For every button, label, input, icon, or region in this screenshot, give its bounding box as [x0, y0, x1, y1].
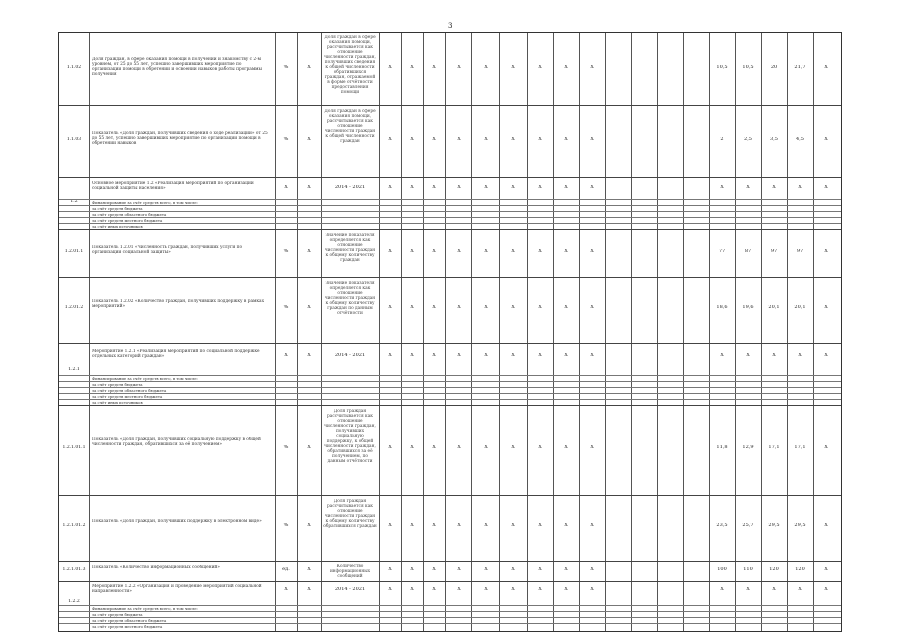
row-x: X	[590, 445, 594, 450]
row-code: 1.2.1.01.1	[62, 445, 86, 450]
row-value: 4,5	[796, 137, 804, 142]
row-x: X	[388, 567, 392, 572]
row-code: 1.2.1	[68, 367, 80, 372]
row-value: 23,5	[716, 523, 728, 528]
row-code: 1.2.2	[68, 599, 80, 604]
row-x: X	[388, 65, 392, 70]
row-x: X	[538, 567, 542, 572]
row-x: X	[457, 445, 461, 450]
row-value: 10,5	[742, 65, 754, 70]
row-description: Показатель «Доля граждан, получивших сведения о ходе реализации» от 25 до 55 лет, успешно завершивших мероприятие по организации помощи в обретении навыков	[92, 131, 268, 146]
row-x: X	[590, 567, 594, 572]
row-value: X	[798, 353, 802, 358]
funding-line: Финансирование за счёт средств всего, в том числе:	[92, 200, 198, 205]
row-mark: X	[307, 445, 311, 450]
funding-line: Финансирование за счёт средств всего, в том числе:	[92, 376, 198, 381]
row-value: 17,1	[768, 445, 780, 450]
row-x: X	[457, 65, 461, 70]
row-code: 1.1.03	[66, 137, 82, 142]
table-row	[59, 343, 841, 406]
row-x: X	[590, 587, 594, 592]
row-x: X	[388, 305, 392, 310]
row-x: X	[538, 137, 542, 142]
row-value: 21,7	[794, 65, 806, 70]
row-value: X	[720, 587, 724, 592]
row-mark: X	[307, 137, 311, 142]
row-x: X	[457, 249, 461, 254]
funding-line: за счёт средств местного бюджета	[92, 394, 163, 399]
row-value: 17,1	[794, 445, 806, 450]
table-row	[59, 561, 841, 582]
row-x: X	[457, 185, 461, 190]
row-code: 1.2	[70, 199, 78, 204]
row-x: X	[484, 445, 488, 450]
row-x: X	[538, 65, 542, 70]
row-mark: X	[307, 65, 311, 70]
row-x: X	[432, 445, 436, 450]
row-x: X	[388, 445, 392, 450]
row-x: X	[457, 305, 461, 310]
row-unit: X	[284, 353, 288, 358]
row-unit: %	[283, 305, 289, 310]
row-mark: X	[307, 353, 311, 358]
row-x: X	[432, 353, 436, 358]
row-value: 11,8	[716, 445, 728, 450]
row-value: 100	[717, 567, 727, 572]
row-x: X	[538, 185, 542, 190]
funding-line: за счёт средств местного бюджета	[92, 218, 163, 223]
row-value: 12,9	[742, 445, 754, 450]
row-value: 20,1	[794, 305, 806, 310]
row-years: 2014 - 2021	[334, 185, 366, 190]
row-x: X	[590, 523, 594, 528]
row-value: X	[746, 353, 750, 358]
row-x: X	[564, 249, 568, 254]
row-x: X	[538, 523, 542, 528]
funding-line: за счёт средств местного бюджета	[92, 624, 163, 629]
row-x: X	[538, 249, 542, 254]
row-x: X	[457, 137, 461, 142]
row-x: X	[511, 65, 515, 70]
row-x: X	[484, 587, 488, 592]
row-x: X	[457, 587, 461, 592]
row-x: X	[511, 137, 515, 142]
funding-line: за счёт средств областного бюджета	[92, 212, 167, 217]
row-value: 20,1	[768, 305, 780, 310]
row-x: X	[538, 587, 542, 592]
row-x: X	[410, 185, 414, 190]
row-description: Показатель 1.2.02 «Количество граждан, получивших поддержку в рамках мероприятий»	[92, 299, 265, 309]
row-note: Доля граждан в сфере оказания помощи, рассчитывается как отношение численности граждан, получивших сведения к общей численности обратившихся граждан, отражаемой в форме отчётности предоставления помощи	[324, 35, 376, 95]
row-x: X	[564, 523, 568, 528]
row-x: X	[484, 137, 488, 142]
row-value: X	[824, 445, 828, 450]
table-row	[59, 33, 841, 106]
row-unit: %	[283, 249, 289, 254]
row-years: 2014 - 2021	[334, 353, 366, 358]
row-x: X	[511, 587, 515, 592]
row-x: X	[388, 185, 392, 190]
row-value: X	[824, 137, 828, 142]
row-x: X	[564, 185, 568, 190]
row-x: X	[484, 305, 488, 310]
row-value: X	[824, 523, 828, 528]
funding-line: за счёт иных источников	[92, 224, 143, 229]
row-description: Доля граждан, в сфере оказания помощи в получении и знакомству с 2-м уровнем, от 25 до 55 лет, успешно завершивших мероприятие по организации помощи в обретении и освоении навыков работы программы получения	[92, 57, 262, 77]
row-x: X	[410, 137, 414, 142]
program-table	[58, 32, 842, 632]
row-x: X	[564, 353, 568, 358]
row-value: 3,5	[770, 137, 778, 142]
page-number: 3	[448, 22, 453, 30]
row-value: 20	[770, 65, 778, 70]
row-description: Основное мероприятие 1.2 «Реализация мероприятий по организации социальной защиты населения»	[92, 181, 254, 191]
row-mark: X	[307, 567, 311, 572]
row-x: X	[538, 445, 542, 450]
row-x: X	[410, 353, 414, 358]
row-value: X	[772, 587, 776, 592]
row-x: X	[511, 185, 515, 190]
table-row	[59, 277, 841, 344]
row-x: X	[511, 523, 515, 528]
table-row	[59, 105, 841, 178]
row-x: X	[590, 249, 594, 254]
funding-line: за счёт средств бюджета	[92, 612, 143, 617]
row-x: X	[432, 305, 436, 310]
row-x: X	[484, 65, 488, 70]
row-x: X	[484, 185, 488, 190]
funding-line: за счёт средств бюджета	[92, 206, 143, 211]
row-value: X	[824, 185, 828, 190]
row-x: X	[484, 523, 488, 528]
table-row	[59, 405, 841, 496]
funding-line: за счёт средств областного бюджета	[92, 388, 167, 393]
row-x: X	[564, 567, 568, 572]
row-value: 97	[796, 249, 804, 254]
row-x: X	[564, 305, 568, 310]
row-value: 2,5	[744, 137, 752, 142]
row-unit: %	[283, 445, 289, 450]
table-row	[59, 581, 841, 631]
row-value: 29,5	[768, 523, 780, 528]
row-x: X	[564, 445, 568, 450]
row-value: 120	[769, 567, 779, 572]
row-value: X	[772, 353, 776, 358]
row-x: X	[590, 185, 594, 190]
row-x: X	[432, 185, 436, 190]
table-row	[59, 177, 841, 230]
row-value: X	[824, 353, 828, 358]
row-description: Мероприятие 1.2.1 «Реализация мероприятий по социальной поддержке отдельных категорий граждан»	[92, 349, 260, 359]
row-unit: %	[283, 65, 289, 70]
row-x: X	[410, 445, 414, 450]
row-description: Показатель 1.2.01 «Численность граждан, получивших услуги по организации социальной защиты»	[92, 245, 243, 255]
row-unit: X	[284, 185, 288, 190]
row-x: X	[538, 305, 542, 310]
row-value: 29,5	[794, 523, 806, 528]
row-value: 2	[720, 137, 724, 142]
row-x: X	[564, 587, 568, 592]
row-x: X	[388, 137, 392, 142]
row-note: Значение показателя определяется как отношение численности граждан к общему количеству граждан по данным отчётности	[324, 281, 376, 316]
row-value: X	[824, 587, 828, 592]
row-description: Показатель «Количество информационных сообщений»	[92, 565, 220, 570]
row-x: X	[410, 587, 414, 592]
row-x: X	[590, 137, 594, 142]
row-value: X	[746, 587, 750, 592]
row-description: Показатель «Доля граждан, получивших поддержку в электронном виде»	[92, 519, 262, 524]
row-value: X	[746, 185, 750, 190]
funding-line: Финансирование за счёт средств всего, в том числе:	[92, 606, 198, 611]
row-value: X	[824, 249, 828, 254]
row-x: X	[457, 353, 461, 358]
row-value: 87	[744, 249, 752, 254]
row-x: X	[511, 445, 515, 450]
row-x: X	[511, 249, 515, 254]
table-row	[59, 495, 841, 562]
row-note: Доля граждан рассчитывается как отношение численности граждан, получивших социальную поддержку, к общей численности граждан, обратившихся за её получением, по данным отчётности	[324, 409, 376, 464]
row-x: X	[511, 353, 515, 358]
row-mark: X	[307, 587, 311, 592]
row-value: X	[824, 305, 828, 310]
row-x: X	[410, 523, 414, 528]
row-value: 97	[770, 249, 778, 254]
row-x: X	[388, 523, 392, 528]
funding-line: за счёт средств областного бюджета	[92, 618, 167, 623]
row-value: X	[772, 185, 776, 190]
table-row	[59, 229, 841, 278]
row-years: 2014 - 2021	[334, 587, 366, 592]
row-code: 1.1.02	[66, 65, 82, 70]
row-x: X	[432, 567, 436, 572]
row-value: 19,6	[742, 305, 754, 310]
row-unit: X	[284, 587, 288, 592]
row-mark: X	[307, 249, 311, 254]
row-x: X	[432, 587, 436, 592]
row-x: X	[484, 249, 488, 254]
row-value: X	[720, 353, 724, 358]
row-x: X	[511, 305, 515, 310]
row-mark: X	[307, 523, 311, 528]
row-unit: %	[283, 137, 289, 142]
row-x: X	[432, 523, 436, 528]
row-mark: X	[307, 185, 311, 190]
row-value: X	[824, 65, 828, 70]
row-value: X	[798, 587, 802, 592]
row-x: X	[388, 249, 392, 254]
row-x: X	[590, 65, 594, 70]
row-x: X	[388, 587, 392, 592]
row-x: X	[538, 353, 542, 358]
row-value: 10,5	[716, 65, 728, 70]
row-x: X	[564, 137, 568, 142]
row-unit: ед.	[282, 567, 290, 572]
row-mark: X	[307, 305, 311, 310]
funding-line: за счёт средств бюджета	[92, 382, 143, 387]
row-x: X	[410, 567, 414, 572]
row-code: 1.2.1.01.3	[62, 567, 86, 572]
row-note: Значение показателя определяется как отношение численности граждан к общему количеству граждан	[324, 233, 376, 263]
row-x: X	[484, 353, 488, 358]
row-description: Мероприятие 1.2.2 «Организация и проведение мероприятий социальной направленности»	[92, 584, 262, 594]
row-x: X	[511, 567, 515, 572]
row-note: Доля граждан в сфере оказания помощи, рассчитывается как отношение численности граждан к общей численности граждан	[324, 109, 376, 144]
row-description: Показатель «Доля граждан, получивших социальную поддержку в общей численности граждан, обратившихся за её получением»	[92, 437, 261, 447]
row-value: X	[824, 567, 828, 572]
row-note: Доля граждан рассчитывается как отношение численности граждан к общему количеству обратившихся граждан	[323, 499, 377, 529]
row-x: X	[457, 523, 461, 528]
row-value: 77	[718, 249, 726, 254]
row-x: X	[484, 567, 488, 572]
row-value: X	[720, 185, 724, 190]
row-code: 1.2.01.2	[64, 305, 84, 310]
row-value: 18,6	[716, 305, 728, 310]
row-note: Количество информационных сообщений	[329, 564, 371, 579]
row-x: X	[432, 249, 436, 254]
row-x: X	[410, 249, 414, 254]
row-value: 120	[795, 567, 805, 572]
row-code: 1.2.01.1	[64, 249, 84, 254]
row-x: X	[590, 305, 594, 310]
row-x: X	[590, 353, 594, 358]
row-value: X	[798, 185, 802, 190]
funding-line: за счёт иных источников	[92, 400, 143, 405]
row-x: X	[432, 137, 436, 142]
row-x: X	[457, 567, 461, 572]
row-code: 1.2.1.01.2	[62, 523, 86, 528]
row-x: X	[432, 65, 436, 70]
row-x: X	[410, 305, 414, 310]
row-unit: %	[283, 523, 289, 528]
row-x: X	[388, 353, 392, 358]
row-x: X	[410, 65, 414, 70]
row-value: 25,7	[742, 523, 754, 528]
row-value: 110	[743, 567, 753, 572]
row-x: X	[564, 65, 568, 70]
